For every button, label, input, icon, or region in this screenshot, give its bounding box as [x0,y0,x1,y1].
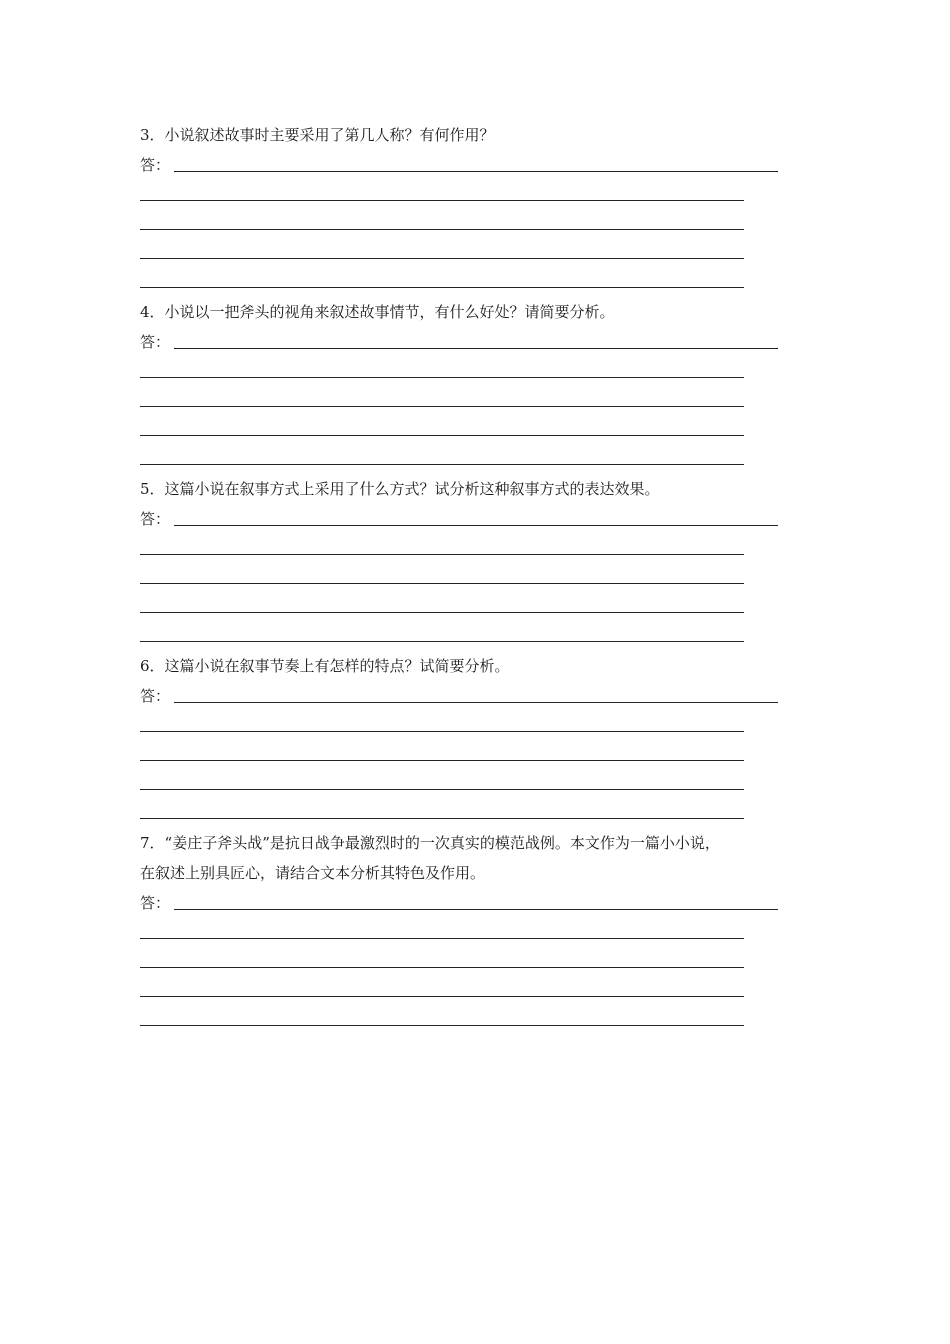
answer-line[interactable] [140,946,810,975]
answer-row [140,327,810,356]
answer-first-line[interactable] [174,348,778,349]
question-3 [140,120,810,295]
answer-row [140,504,810,533]
question-text: 7．“姜庄子斧头战”是抗日战争最激烈时的一次真实的模范战例。本文作为一篇小小说， [140,834,720,852]
answer-line[interactable] [140,414,810,443]
answer-row [140,681,810,710]
question-text: 3．小说叙述故事时主要采用了第几人称？有何作用？ [140,126,495,144]
answer-line[interactable] [140,356,810,385]
answer-line[interactable] [140,917,810,946]
question-6 [140,651,810,826]
question-text-continued: 在叙述上别具匠心，请结合文本分析其特色及作用。 [140,864,486,882]
answer-line[interactable] [140,768,810,797]
answer-line[interactable] [140,179,810,208]
question-text: 6．这篇小说在叙事节奏上有怎样的特点？试简要分析。 [140,657,510,675]
answer-line[interactable] [140,443,810,472]
answer-line[interactable] [140,208,810,237]
answer-row [140,888,810,917]
answer-line[interactable] [140,562,810,591]
answer-line[interactable] [140,975,810,1004]
answer-label: 答： [140,894,171,912]
answer-line[interactable] [140,533,810,562]
answer-line[interactable] [140,739,810,768]
question-5 [140,474,810,649]
answer-first-line[interactable] [174,702,778,703]
answer-label: 答： [140,333,171,351]
answer-line[interactable] [140,797,810,826]
question-4 [140,297,810,472]
answer-first-line[interactable] [174,171,778,172]
answer-line[interactable] [140,620,810,649]
answer-line[interactable] [140,710,810,739]
question-text: 5．这篇小说在叙事方式上采用了什么方式？试分析这种叙事方式的表达效果。 [140,480,660,498]
answer-first-line[interactable] [174,525,778,526]
answer-row [140,150,810,179]
answer-line[interactable] [140,266,810,295]
answer-line[interactable] [140,385,810,414]
answer-line[interactable] [140,237,810,266]
answer-line[interactable] [140,1004,810,1033]
question-text: 4．小说以一把斧头的视角来叙述故事情节，有什么好处？请简要分析。 [140,303,615,321]
question-7 [140,828,810,1033]
answer-label: 答： [140,510,171,528]
answer-line[interactable] [140,591,810,620]
answer-label: 答： [140,687,171,705]
answer-first-line[interactable] [174,909,778,910]
answer-label: 答： [140,156,171,174]
